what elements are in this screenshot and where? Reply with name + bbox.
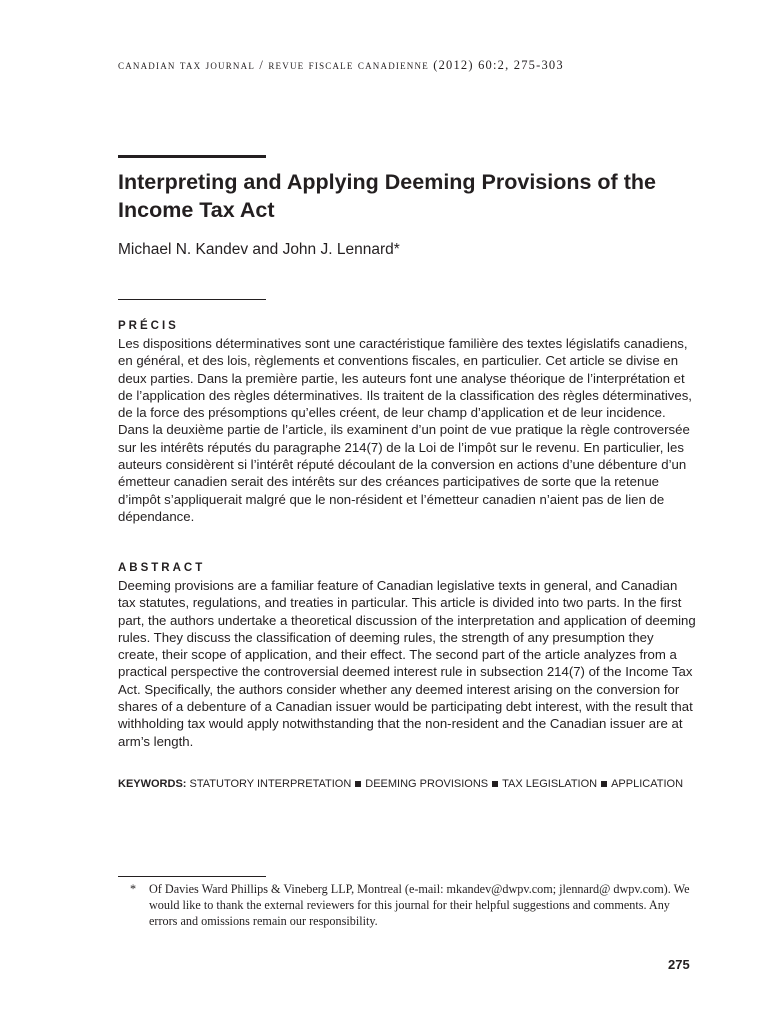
precis-heading: PRÉCIS: [118, 320, 179, 332]
keyword: APPLICATION: [611, 778, 684, 790]
precis-body: Les dispositions déterminatives sont une caractéristique familière des textes législatifs canadiens, en général, et des lois, règlements et conventions fiscales, en particulier. Cet article se divise en deux parties. Dans la première partie, les auteurs font une analyse théorique de l’interprétation et de l’application des règles déterminatives. Ils traitent de la classification des règles déterminatives, de la force des présomptions qu’elles créent, de leur champ d’application et de leur incidence. Dans la deuxième partie de l’article, ils examinent d’un point de vue pratique la règle controversée sur les intérêts réputés du paragraphe 214(7) de la Loi de l’impôt sur le revenu. En particulier, les auteurs considèrent si l’intérêt réputé découlant de la conversion en actions d’une débenture d’un émetteur canadien serait des intérêts sur des créances participatives de sorte que la retenue d’impôt s’appliquerait malgré que le non-résident et l’émetteur canadien n’aient pas de lien de dépendance.: [118, 336, 692, 524]
keywords-line: [118, 778, 708, 790]
keyword: TAX LEGISLATION: [502, 778, 598, 790]
square-bullet-icon: [601, 781, 607, 787]
square-bullet-icon: [355, 781, 361, 787]
page-number: 275: [668, 957, 690, 972]
precis-section: [118, 320, 696, 525]
article-authors: Michael N. Kandev and John J. Lennard*: [118, 241, 400, 258]
keyword: DEEMING PROVISIONS: [365, 778, 489, 790]
footnote-rule: [118, 876, 266, 877]
footnote-mark: *: [130, 882, 137, 896]
running-head: canadian tax journal / revue fiscale canadienne (2012) 60:2, 275-303: [118, 58, 564, 72]
keywords-label: KEYWORDS:: [118, 778, 187, 790]
abstract-heading: ABSTRACT: [118, 562, 206, 574]
abstract-body: Deeming provisions are a familiar feature of Canadian legislative texts in general, and Canadian tax statutes, regulations, and treaties in particular. This article is divided into two parts. In the first part, the authors undertake a theoretical discussion of the interpretation and application of deeming rules. They discuss the classification of deeming rules, the strength of any presumption they create, their scope of application, and their effect. The second part of the article analyzes from a practical perspective the controversial deemed interest rule in subsection 214(7) of the Income Tax Act. Specifically, the authors consider whether any deemed interest arising on the conversion for shares of a debenture of a Canadian issuer would be participating debt interest, with the result that withholding tax would apply notwithstanding that the non-resident and the Canadian issuer are at arm’s length.: [118, 578, 696, 749]
section-divider: [118, 299, 266, 300]
footnote-text: Of Davies Ward Phillips & Vineberg LLP, Montreal (e-mail: mkandev@dwpv.com; jlennard@ dwpv.com). We would like to thank the external reviewers for this journal for their helpful suggestions and comments. Any errors and omissions remain our responsibility.: [149, 882, 690, 928]
abstract-section: [118, 562, 696, 750]
keyword: STATUTORY INTERPRETATION: [189, 778, 352, 790]
footnote: [118, 881, 698, 929]
square-bullet-icon: [492, 781, 498, 787]
article-title: Interpreting and Applying Deeming Provisions of the Income Tax Act: [118, 170, 656, 222]
title-rule: [118, 155, 266, 158]
